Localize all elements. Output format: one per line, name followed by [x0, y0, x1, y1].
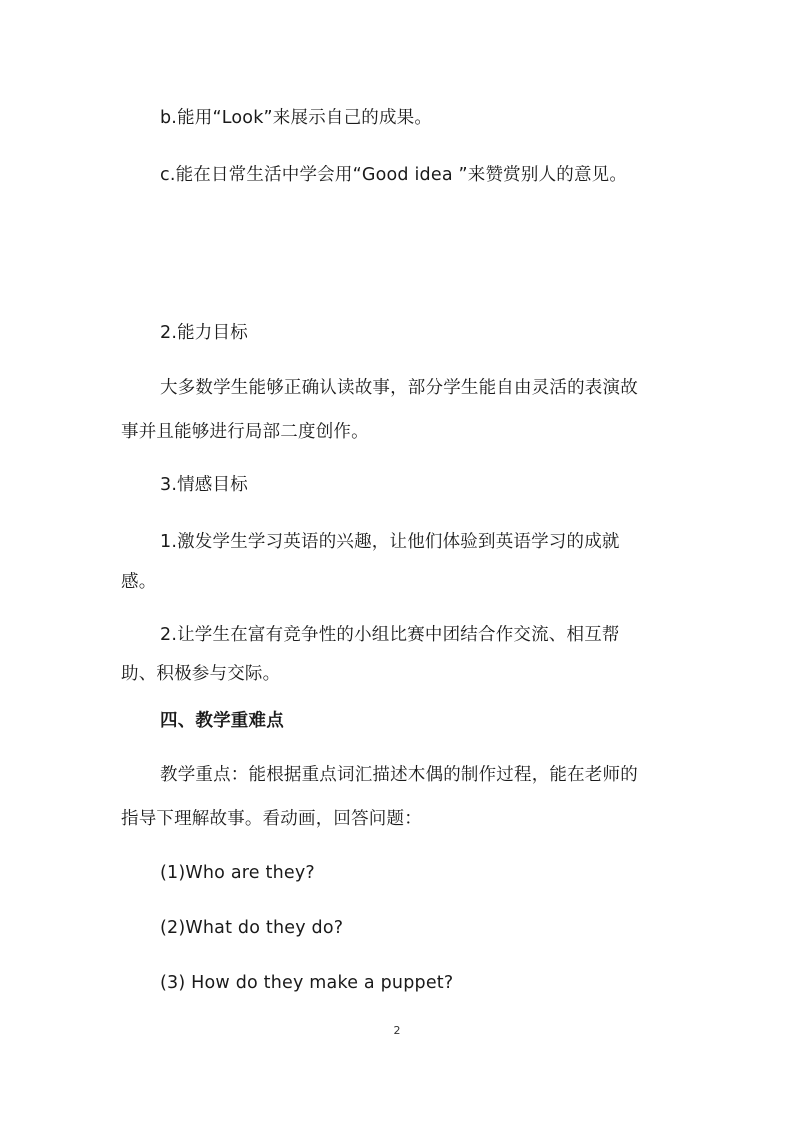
objective-b-line: b.能用“Look”来展示自己的成果。 [160, 108, 433, 128]
emotion-goal-item-2-line-2: 助、积极参与交际。 [121, 664, 281, 684]
ability-goal-text-line-2: 事并且能够进行局部二度创作。 [121, 422, 369, 442]
key-points-text-line-2: 指导下理解故事。看动画，回答问题： [121, 809, 422, 829]
question-1: (1)Who are they? [160, 863, 315, 883]
key-points-text-line-1: 教学重点：能根据重点词汇描述木偶的制作过程，能在老师的 [160, 765, 638, 785]
ability-goal-text-line-1: 大多数学生能够正确认读故事，部分学生能自由灵活的表演故 [160, 378, 638, 398]
emotion-goal-item-1-line-1: 1.激发学生学习英语的兴趣，让他们体验到英语学习的成就 [160, 532, 620, 552]
emotion-goal-heading: 3.情感目标 [160, 475, 248, 495]
question-2: (2)What do they do? [160, 918, 344, 938]
page-number: 2 [393, 1024, 401, 1037]
objective-c-line: c.能在日常生活中学会用“Good idea ”来赞赏别人的意见。 [160, 165, 628, 185]
section-heading-key-points: 四、教学重难点 [160, 711, 284, 731]
ability-goal-heading: 2.能力目标 [160, 323, 248, 343]
question-3: (3) How do they make a puppet? [160, 973, 454, 993]
emotion-goal-item-2-line-1: 2.让学生在富有竞争性的小组比赛中团结合作交流、相互帮 [160, 625, 620, 645]
emotion-goal-item-1-line-2: 感。 [121, 572, 157, 592]
